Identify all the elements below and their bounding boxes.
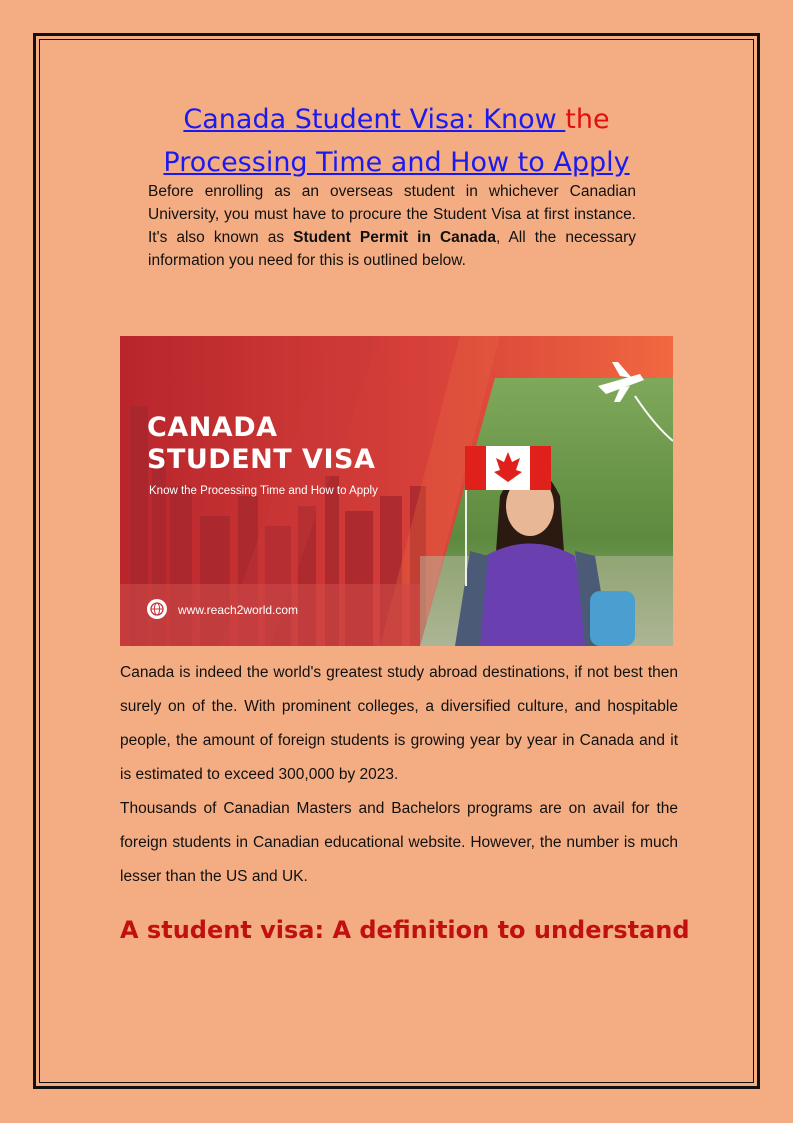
body-paragraph-2: Thousands of Canadian Masters and Bachelors programs are on avail for the foreign students in Canadian educational website. However, the number is much lesser than the US and UK. [120, 800, 678, 885]
title-red-word: the [565, 104, 610, 135]
globe-icon [147, 599, 167, 619]
page-title [130, 98, 663, 184]
body-text [120, 656, 678, 894]
section-heading: A student visa: A definition to understand [120, 916, 690, 944]
banner-url: www.reach2world.com [178, 603, 299, 617]
intro-paragraph: Before enrolling as an overseas student in whichever Canadian University, you must have to procure the Student Visa at first instance. It's also known as Student Permit in Canada, All the necessary information you need for this is outlined below. [148, 183, 636, 269]
banner-heading: CANADA STUDENT VISA [147, 412, 376, 475]
title-link[interactable]: Canada Student Visa: Know [183, 104, 566, 135]
title-link-line2[interactable]: Processing Time and How to Apply [163, 147, 630, 178]
banner-subtitle: Know the Processing Time and How to Apply [149, 485, 378, 497]
body-paragraph-1: Canada is indeed the world's greatest study abroad destinations, if not best then surely on of the. With prominent colleges, a diversified culture, and hospitable people, the amount of foreign students is growing year by year in Canada and it is estimated to exceed 300,000 by 2023. [120, 664, 678, 783]
intro-bold-term: Student Permit in Canada [293, 229, 496, 246]
hero-banner-image [120, 336, 673, 646]
